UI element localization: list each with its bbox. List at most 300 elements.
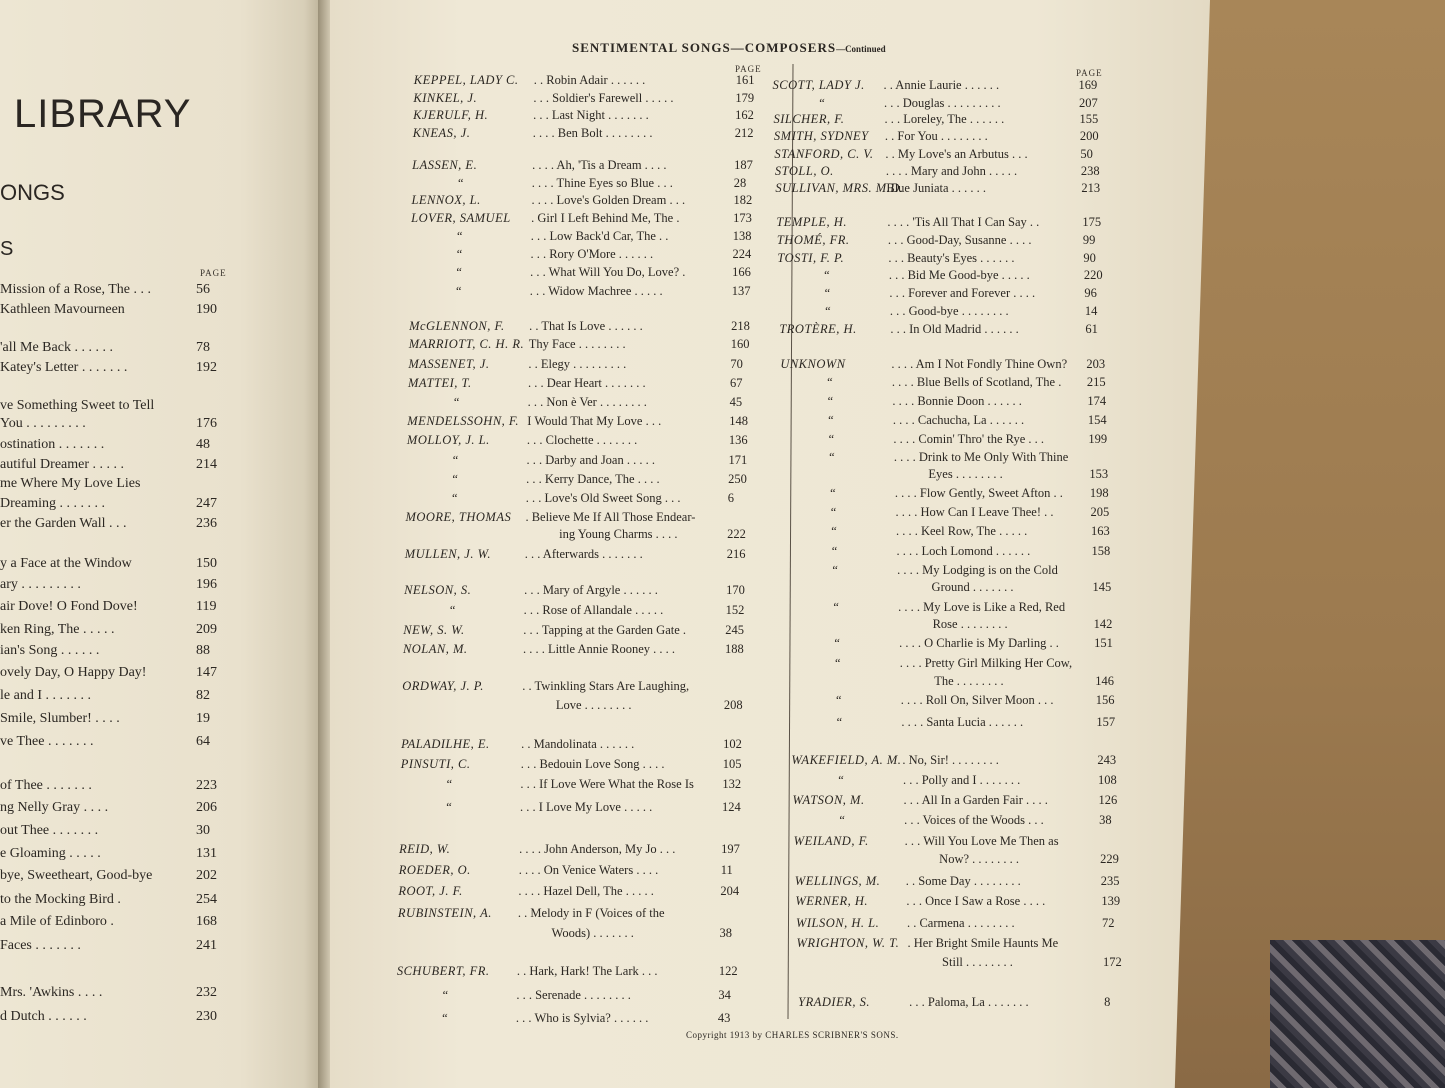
song-title: . . . Kerry Dance, The . . . . bbox=[526, 472, 660, 486]
left-song-page: 241 bbox=[196, 938, 217, 953]
song-title: . . Melody in F (Voices of the bbox=[517, 906, 665, 920]
song-title: . . . . My Lodging is on the Cold bbox=[897, 563, 1058, 577]
left-song-title: ve Thee . . . . . . . bbox=[0, 734, 94, 749]
song-page-number: 50 bbox=[1080, 147, 1093, 161]
song-title: Ground . . . . . . . bbox=[931, 580, 1014, 594]
song-page-number: 156 bbox=[1095, 693, 1115, 707]
left-song-page: 196 bbox=[196, 577, 217, 592]
song-page-number: 243 bbox=[1097, 753, 1117, 767]
song-page-number: 137 bbox=[731, 284, 751, 298]
song-page-number: 187 bbox=[734, 158, 753, 172]
composer-name: “ bbox=[826, 394, 834, 408]
song-page-number: 250 bbox=[728, 472, 747, 486]
song-title: . . . If Love Were What the Rose Is bbox=[520, 777, 694, 791]
song-title: . . . . Cachucha, La . . . . . . bbox=[892, 413, 1025, 427]
song-title: . . . Good-Day, Susanne . . . . bbox=[887, 233, 1032, 247]
left-song-page: 78 bbox=[196, 340, 210, 355]
song-page-number: 145 bbox=[1092, 580, 1112, 594]
song-title: Rose . . . . . . . . bbox=[932, 617, 1008, 631]
song-title: . . . Afterwards . . . . . . . bbox=[524, 547, 643, 561]
composer-name: WAKEFIELD, A. M. bbox=[791, 753, 902, 767]
song-title: . . . . Comin' Thro' the Rye . . . bbox=[893, 432, 1045, 446]
composer-name: “ bbox=[445, 777, 453, 791]
song-title: . . . . Bonnie Doon . . . . . . bbox=[892, 394, 1022, 408]
song-page-number: 67 bbox=[729, 376, 743, 390]
left-song-title: me Where My Love Lies bbox=[0, 476, 141, 491]
composer-name: ROOT, J. F. bbox=[398, 884, 463, 898]
left-song-title: a Mile of Edinboro . bbox=[0, 914, 114, 929]
song-title: . . . . Little Annie Rooney . . . . bbox=[522, 642, 676, 656]
song-title: . No, Sir! . . . . . . . . bbox=[902, 753, 999, 767]
left-song-title: You . . . . . . . . . bbox=[0, 416, 86, 431]
song-title: . . . . On Venice Waters . . . . bbox=[518, 863, 659, 877]
song-title: . Girl I Left Behind Me, The . bbox=[531, 211, 680, 225]
left-song-page: 190 bbox=[196, 302, 217, 317]
composer-name: “ bbox=[835, 715, 843, 729]
song-title: . . . Dear Heart . . . . . . . bbox=[527, 376, 646, 390]
song-page-number: 229 bbox=[1100, 852, 1119, 866]
song-title: . . . . Pretty Girl Milking Her Cow, bbox=[899, 656, 1073, 670]
song-title: The . . . . . . . . bbox=[934, 674, 1004, 688]
composer-name: PALADILHE, E. bbox=[401, 737, 490, 751]
left-song-title: bye, Sweetheart, Good-bye bbox=[0, 868, 153, 883]
song-page-number: 14 bbox=[1084, 304, 1098, 318]
song-page-number: 132 bbox=[722, 777, 742, 791]
composer-name: “ bbox=[454, 284, 463, 298]
left-song-title: Katey's Letter . . . . . . . bbox=[0, 360, 128, 375]
song-title: Woods) . . . . . . . bbox=[551, 926, 634, 940]
composer-name: SULLIVAN, MRS. M.D. bbox=[775, 181, 904, 195]
song-title: . . Hark, Hark! The Lark . . . bbox=[516, 964, 658, 978]
song-title: Still . . . . . . . . bbox=[942, 955, 1013, 969]
song-page-number: 175 bbox=[1082, 215, 1102, 229]
left-song-page: 131 bbox=[196, 846, 217, 861]
song-page-number: 96 bbox=[1084, 286, 1097, 300]
song-title: . . That Is Love . . . . . . bbox=[529, 319, 643, 333]
song-page-number: 28 bbox=[733, 176, 747, 190]
left-song-page: 147 bbox=[196, 665, 217, 680]
song-page-number: 70 bbox=[730, 357, 743, 371]
left-song-page: 209 bbox=[196, 622, 217, 637]
song-page-number: 224 bbox=[732, 247, 752, 261]
composer-name: LENNOX, L. bbox=[411, 193, 481, 207]
song-title: . . . Tapping at the Garden Gate . bbox=[523, 623, 687, 637]
song-page-number: 203 bbox=[1086, 357, 1106, 371]
composer-name: MASSENET, J. bbox=[408, 357, 490, 371]
song-title: . . . . Keel Row, The . . . . . bbox=[895, 524, 1028, 538]
song-page-number: 126 bbox=[1098, 793, 1118, 807]
composer-name: YRADIER, S. bbox=[798, 995, 870, 1009]
composer-name: MOLLOY, J. L. bbox=[406, 433, 490, 447]
composer-name: STOLL, O. bbox=[774, 164, 834, 178]
left-song-title: Mrs. 'Awkins . . . . bbox=[0, 985, 103, 1000]
song-title: . . For You . . . . . . . . bbox=[884, 129, 988, 143]
song-page-number: 105 bbox=[722, 757, 742, 771]
song-page-number: 43 bbox=[717, 1011, 731, 1025]
col1-page-header: PAGE bbox=[735, 64, 762, 74]
copyright-line: Copyright 1913 by CHARLES SCRIBNER'S SONS. bbox=[686, 1030, 899, 1040]
heading-text: SENTIMENTAL SONGS—COMPOSERS bbox=[572, 40, 837, 55]
composer-name: “ bbox=[828, 486, 837, 500]
composer-name: “ bbox=[818, 96, 826, 110]
library-title: LIBRARY bbox=[14, 92, 192, 136]
song-title: . . . . Am I Not Fondly Thine Own? bbox=[891, 357, 1068, 371]
song-title: . . . Paloma, La . . . . . . . bbox=[909, 995, 1029, 1009]
left-song-title: le and I . . . . . . . bbox=[0, 688, 91, 703]
composer-name: LASSEN, E. bbox=[412, 158, 478, 172]
song-page-number: 169 bbox=[1078, 78, 1098, 92]
composer-name: MARRIOTT, C. H. R. bbox=[408, 337, 525, 351]
song-page-number: 170 bbox=[726, 583, 745, 597]
song-title: . . . I Love My Love . . . . . bbox=[519, 800, 653, 814]
composer-name: “ bbox=[450, 491, 459, 505]
song-title: . . . Darby and Joan . . . . . bbox=[526, 453, 655, 467]
song-title: Love . . . . . . . . bbox=[555, 698, 632, 712]
song-page-number: 138 bbox=[732, 229, 752, 243]
composer-name: ORDWAY, J. P. bbox=[402, 679, 484, 693]
composer-name: “ bbox=[451, 453, 459, 467]
song-title: . . . Forever and Forever . . . . bbox=[889, 286, 1036, 300]
song-title: . . . . Roll On, Silver Moon . . . bbox=[900, 693, 1054, 707]
song-page-number: 174 bbox=[1087, 394, 1107, 408]
song-title: . . . Widow Machree . . . . . bbox=[529, 284, 663, 298]
left-song-title: y a Face at the Window bbox=[0, 556, 132, 571]
song-page-number: 124 bbox=[721, 800, 741, 814]
left-song-page: 56 bbox=[196, 282, 210, 297]
song-page-number: 61 bbox=[1085, 322, 1098, 336]
song-page-number: 166 bbox=[732, 265, 751, 279]
left-song-page: 223 bbox=[196, 778, 217, 793]
composer-name: REID, W. bbox=[399, 842, 451, 856]
song-page-number: 245 bbox=[725, 623, 745, 637]
song-title: . . Annie Laurie . . . . . . bbox=[883, 78, 1000, 92]
song-title: . . . . How Can I Leave Thee! . . bbox=[895, 505, 1054, 519]
left-song-title: e Gloaming . . . . . bbox=[0, 846, 101, 861]
song-page-number: 8 bbox=[1104, 995, 1111, 1009]
patterned-rug bbox=[1270, 940, 1445, 1088]
song-title: . . . Low Back'd Car, The . . bbox=[530, 229, 669, 243]
composer-name: KJERULF, H. bbox=[413, 108, 489, 122]
song-page-number: 197 bbox=[721, 842, 740, 856]
left-song-title: er the Garden Wall . . . bbox=[0, 516, 127, 531]
song-page-number: 216 bbox=[726, 547, 746, 561]
left-song-title: autiful Dreamer . . . . . bbox=[0, 457, 125, 472]
left-song-title: d Dutch . . . . . . bbox=[0, 1009, 87, 1024]
left-song-title: ostination . . . . . . . bbox=[0, 437, 105, 452]
song-page-number: 90 bbox=[1083, 251, 1096, 265]
song-title: . . . . Blue Bells of Scotland, The . bbox=[891, 375, 1062, 389]
left-song-title: ovely Day, O Happy Day! bbox=[0, 665, 147, 680]
left-song-title: 'all Me Back . . . . . . bbox=[0, 340, 113, 355]
song-page-number: 38 bbox=[1099, 813, 1112, 827]
song-title: . . . Will You Love Me Then as bbox=[904, 834, 1059, 848]
song-title: . . . Mary of Argyle . . . . . . bbox=[524, 583, 658, 597]
composer-name: ROEDER, O. bbox=[398, 863, 471, 877]
song-title: . . . . Santa Lucia . . . . . . bbox=[901, 715, 1024, 729]
song-title: . . . Love's Old Sweet Song . . . bbox=[525, 491, 681, 505]
song-page-number: 160 bbox=[730, 337, 750, 351]
song-title: . . . Polly and I . . . . . . . bbox=[902, 773, 1021, 787]
composer-name: “ bbox=[834, 693, 843, 707]
left-song-page: 176 bbox=[196, 416, 217, 431]
composer-name: TEMPLE, H. bbox=[776, 215, 847, 229]
song-page-number: 198 bbox=[1089, 486, 1109, 500]
song-title: . . Robin Adair . . . . . . bbox=[533, 73, 646, 87]
composer-name: TROTÈRE, H. bbox=[779, 322, 857, 336]
song-page-number: 157 bbox=[1096, 715, 1116, 729]
song-title: . . . Clochette . . . . . . . bbox=[526, 433, 638, 447]
composer-name: “ bbox=[833, 636, 841, 650]
song-page-number: 238 bbox=[1080, 164, 1100, 178]
song-page-number: 154 bbox=[1087, 413, 1107, 427]
composer-name: LOVER, SAMUEL bbox=[411, 211, 511, 225]
song-title: . Believe Me If All Those Endear- bbox=[525, 510, 696, 524]
song-page-number: 142 bbox=[1093, 617, 1113, 631]
song-page-number: 207 bbox=[1079, 96, 1098, 110]
composer-name: “ bbox=[836, 773, 845, 787]
composer-name: WRIGHTON, W. T. bbox=[796, 936, 900, 950]
song-page-number: 122 bbox=[718, 964, 738, 978]
section-letter: S bbox=[0, 238, 14, 260]
composer-name: “ bbox=[822, 268, 831, 282]
song-title: . . . Soldier's Farewell . . . . . bbox=[533, 91, 674, 105]
song-title: . . . Beauty's Eyes . . . . . . bbox=[888, 251, 1015, 265]
song-page-number: 182 bbox=[733, 193, 753, 207]
left-song-page: 214 bbox=[196, 457, 217, 472]
song-page-number: 212 bbox=[734, 126, 754, 140]
composer-name: “ bbox=[455, 265, 463, 279]
song-page-number: 220 bbox=[1083, 268, 1103, 282]
song-page-number: 172 bbox=[1103, 955, 1122, 969]
composer-name: KINKEL, J. bbox=[413, 91, 478, 105]
left-song-page: 19 bbox=[196, 711, 210, 726]
song-title: . . . . Ben Bolt . . . . . . . . bbox=[532, 126, 653, 140]
song-title: . . . Rose of Allandale . . . . . bbox=[523, 603, 664, 617]
song-title: . . . In Old Madrid . . . . . . bbox=[890, 322, 1019, 336]
composer-name: “ bbox=[825, 375, 834, 389]
composer-name: SILCHER, F. bbox=[773, 112, 845, 126]
composer-name: “ bbox=[838, 813, 846, 827]
song-title: . . . Who is Sylvia? . . . . . . bbox=[515, 1011, 649, 1025]
left-song-title: Dreaming . . . . . . . bbox=[0, 496, 105, 511]
left-song-title: ve Something Sweet to Tell bbox=[0, 398, 155, 413]
song-title: . . . . Drink to Me Only With Thine bbox=[893, 450, 1069, 464]
song-page-number: 213 bbox=[1081, 181, 1101, 195]
song-title: Now? . . . . . . . . bbox=[939, 852, 1020, 866]
song-title: . . Elegy . . . . . . . . . bbox=[528, 357, 627, 371]
composer-name: NEW, S. W. bbox=[403, 623, 465, 637]
song-page-number: 11 bbox=[720, 863, 733, 877]
left-page-column-header: PAGE bbox=[200, 268, 227, 278]
left-song-title: of Thee . . . . . . . bbox=[0, 778, 92, 793]
song-title: . . . Loreley, The . . . . . . bbox=[884, 112, 1005, 126]
composer-name: NELSON, S. bbox=[404, 583, 472, 597]
composer-name: “ bbox=[444, 800, 453, 814]
left-song-title: ian's Song . . . . . . bbox=[0, 643, 100, 658]
song-page-number: 208 bbox=[723, 698, 743, 712]
composer-name: WERNER, H. bbox=[795, 894, 869, 908]
left-song-page: 230 bbox=[196, 1009, 217, 1024]
song-title: . . . Once I Saw a Rose . . . . bbox=[906, 894, 1046, 908]
left-song-page: 82 bbox=[196, 688, 210, 703]
left-song-page: 236 bbox=[196, 516, 217, 531]
left-song-title: to the Mocking Bird . bbox=[0, 892, 121, 907]
composer-name: “ bbox=[827, 432, 835, 446]
composer-name: “ bbox=[829, 524, 838, 538]
left-song-page: 192 bbox=[196, 360, 217, 375]
song-page-number: 235 bbox=[1100, 874, 1120, 888]
song-page-number: 139 bbox=[1101, 894, 1121, 908]
composer-name: “ bbox=[441, 988, 449, 1002]
song-title: . . . . Thine Eyes so Blue . . . bbox=[531, 176, 673, 190]
left-song-page: 168 bbox=[196, 914, 217, 929]
composer-name: “ bbox=[440, 1011, 449, 1025]
song-title: . . . Voices of the Woods . . . bbox=[904, 813, 1044, 827]
composer-name: KEPPEL, LADY C. bbox=[413, 73, 519, 87]
song-page-number: 215 bbox=[1086, 375, 1106, 389]
song-page-number: 173 bbox=[733, 211, 752, 225]
song-title: . Her Bright Smile Haunts Me bbox=[907, 936, 1059, 950]
left-book-page bbox=[0, 0, 320, 1088]
song-title: . . . What Will You Do, Love? . bbox=[530, 265, 686, 279]
song-title: . . . . John Anderson, My Jo . . . bbox=[519, 842, 676, 856]
song-title: . . My Love's an Arbutus . . . bbox=[885, 147, 1028, 161]
song-title: . . . . My Love is Like a Red, Red bbox=[898, 600, 1066, 614]
song-title: ing Young Charms . . . . bbox=[559, 527, 678, 541]
left-song-title: out Thee . . . . . . . bbox=[0, 823, 99, 838]
left-song-page: 232 bbox=[196, 985, 217, 1000]
song-page-number: 171 bbox=[728, 453, 748, 467]
song-page-number: 205 bbox=[1090, 505, 1110, 519]
song-page-number: 222 bbox=[727, 527, 746, 541]
composer-name: “ bbox=[823, 304, 832, 318]
song-page-number: 45 bbox=[729, 395, 743, 409]
song-title: . . . Bid Me Good-bye . . . . . bbox=[888, 268, 1030, 282]
composer-name: MENDELSSOHN, F. bbox=[407, 414, 520, 428]
song-page-number: 188 bbox=[724, 642, 744, 656]
left-song-page: 206 bbox=[196, 800, 217, 815]
song-title: . . . Last Night . . . . . . . bbox=[533, 108, 649, 122]
song-title: . . . . Mary and John . . . . . bbox=[885, 164, 1018, 178]
song-page-number: 151 bbox=[1094, 636, 1113, 650]
composer-name: “ bbox=[451, 472, 459, 486]
composer-name: “ bbox=[456, 176, 465, 190]
composer-name: MOORE, THOMAS bbox=[405, 510, 512, 524]
song-title: . . . . Loch Lomond . . . . . . bbox=[896, 544, 1031, 558]
song-title: . . . Serenade . . . . . . . . bbox=[516, 988, 631, 1002]
song-page-number: 102 bbox=[723, 737, 742, 751]
composer-name: McGLENNON, F. bbox=[409, 319, 505, 333]
song-page-number: 200 bbox=[1079, 129, 1099, 143]
composer-name: STANFORD, C. V. bbox=[774, 147, 874, 161]
song-title: Thy Face . . . . . . . . bbox=[528, 337, 626, 351]
composer-name: “ bbox=[452, 395, 461, 409]
song-page-number: 99 bbox=[1082, 233, 1096, 247]
song-title: . . Mandolinata . . . . . . bbox=[521, 737, 635, 751]
song-title: . . . . Flow Gently, Sweet Afton . . bbox=[894, 486, 1063, 500]
composer-name: “ bbox=[826, 413, 835, 427]
composer-name: “ bbox=[833, 656, 842, 670]
song-page-number: 148 bbox=[729, 414, 749, 428]
book-gutter bbox=[318, 0, 332, 1088]
left-song-title: ken Ring, The . . . . . bbox=[0, 622, 115, 637]
left-song-page: 202 bbox=[196, 868, 217, 883]
composer-name: UNKNOWN bbox=[780, 357, 846, 371]
composer-name: WATSON, M. bbox=[792, 793, 865, 807]
composer-name: “ bbox=[455, 229, 464, 243]
song-page-number: 218 bbox=[731, 319, 750, 333]
composer-name: MULLEN, J. W. bbox=[404, 547, 491, 561]
song-page-number: 153 bbox=[1089, 467, 1109, 481]
song-page-number: 204 bbox=[720, 884, 740, 898]
song-title: . . . . 'Tis All That I Can Say . . bbox=[887, 215, 1040, 229]
left-song-page: 88 bbox=[196, 643, 210, 658]
song-page-number: 161 bbox=[735, 73, 755, 87]
song-page-number: 152 bbox=[725, 603, 745, 617]
song-page-number: 136 bbox=[728, 433, 748, 447]
left-song-page: 48 bbox=[196, 437, 210, 452]
composer-name: “ bbox=[830, 544, 838, 558]
left-song-page: 119 bbox=[196, 599, 217, 614]
composer-name: “ bbox=[829, 505, 837, 519]
composer-name: MATTEI, T. bbox=[407, 376, 472, 390]
song-title: . . . Non è Ver . . . . . . . . bbox=[527, 395, 647, 409]
song-title: Eyes . . . . . . . . bbox=[928, 467, 1003, 481]
left-song-page: 64 bbox=[196, 734, 210, 749]
song-page-number: 199 bbox=[1088, 432, 1108, 446]
left-song-title: Smile, Slumber! . . . . bbox=[0, 711, 120, 726]
song-page-number: 6 bbox=[727, 491, 735, 505]
heading-continued: —Continued bbox=[836, 44, 886, 54]
composer-name: THOMÉ, FR. bbox=[776, 233, 850, 247]
left-song-title: Faces . . . . . . . bbox=[0, 938, 81, 953]
composer-name: NOLAN, M. bbox=[402, 642, 468, 656]
left-song-page: 247 bbox=[196, 496, 217, 511]
composer-name: TOSTI, F. P. bbox=[777, 251, 845, 265]
song-page-number: 155 bbox=[1079, 112, 1099, 126]
left-song-page: 254 bbox=[196, 892, 217, 907]
song-title: . . Twinkling Stars Are Laughing, bbox=[522, 679, 690, 693]
song-page-number: 34 bbox=[718, 988, 731, 1002]
song-title: . . . Douglas . . . . . . . . . bbox=[884, 96, 1001, 110]
song-title: . . . . O Charlie is My Darling . . bbox=[899, 636, 1059, 650]
composer-name: SCOTT, LADY J. bbox=[772, 78, 865, 92]
composer-name: PINSUTI, C. bbox=[400, 757, 471, 771]
left-song-title: ng Nelly Gray . . . . bbox=[0, 800, 109, 815]
composer-name: WELLINGS, M. bbox=[794, 874, 881, 888]
song-title: . . . All In a Garden Fair . . . . bbox=[903, 793, 1048, 807]
page-heading bbox=[572, 40, 886, 56]
composer-name: “ bbox=[823, 286, 831, 300]
song-page-number: 179 bbox=[735, 91, 755, 105]
composer-name: SCHUBERT, FR. bbox=[396, 964, 490, 978]
song-page-number: 38 bbox=[719, 926, 733, 940]
composer-name: WEILAND, F. bbox=[793, 834, 869, 848]
composer-name: “ bbox=[448, 603, 457, 617]
composer-name: “ bbox=[455, 247, 463, 261]
song-title: Blue Juniata . . . . . . bbox=[886, 181, 987, 195]
song-title: I Would That My Love . . . bbox=[527, 414, 662, 428]
song-page-number: 72 bbox=[1101, 916, 1115, 930]
left-song-title: ary . . . . . . . . . bbox=[0, 577, 81, 592]
song-page-number: 108 bbox=[1097, 773, 1117, 787]
composer-name: “ bbox=[832, 600, 840, 614]
left-song-title: Mission of a Rose, The . . . bbox=[0, 282, 152, 297]
song-page-number: 163 bbox=[1090, 524, 1110, 538]
left-song-title: air Dove! O Fond Dove! bbox=[0, 599, 138, 614]
song-title: . . . Good-bye . . . . . . . . bbox=[889, 304, 1009, 318]
songs-subtitle: ONGS bbox=[0, 180, 65, 205]
